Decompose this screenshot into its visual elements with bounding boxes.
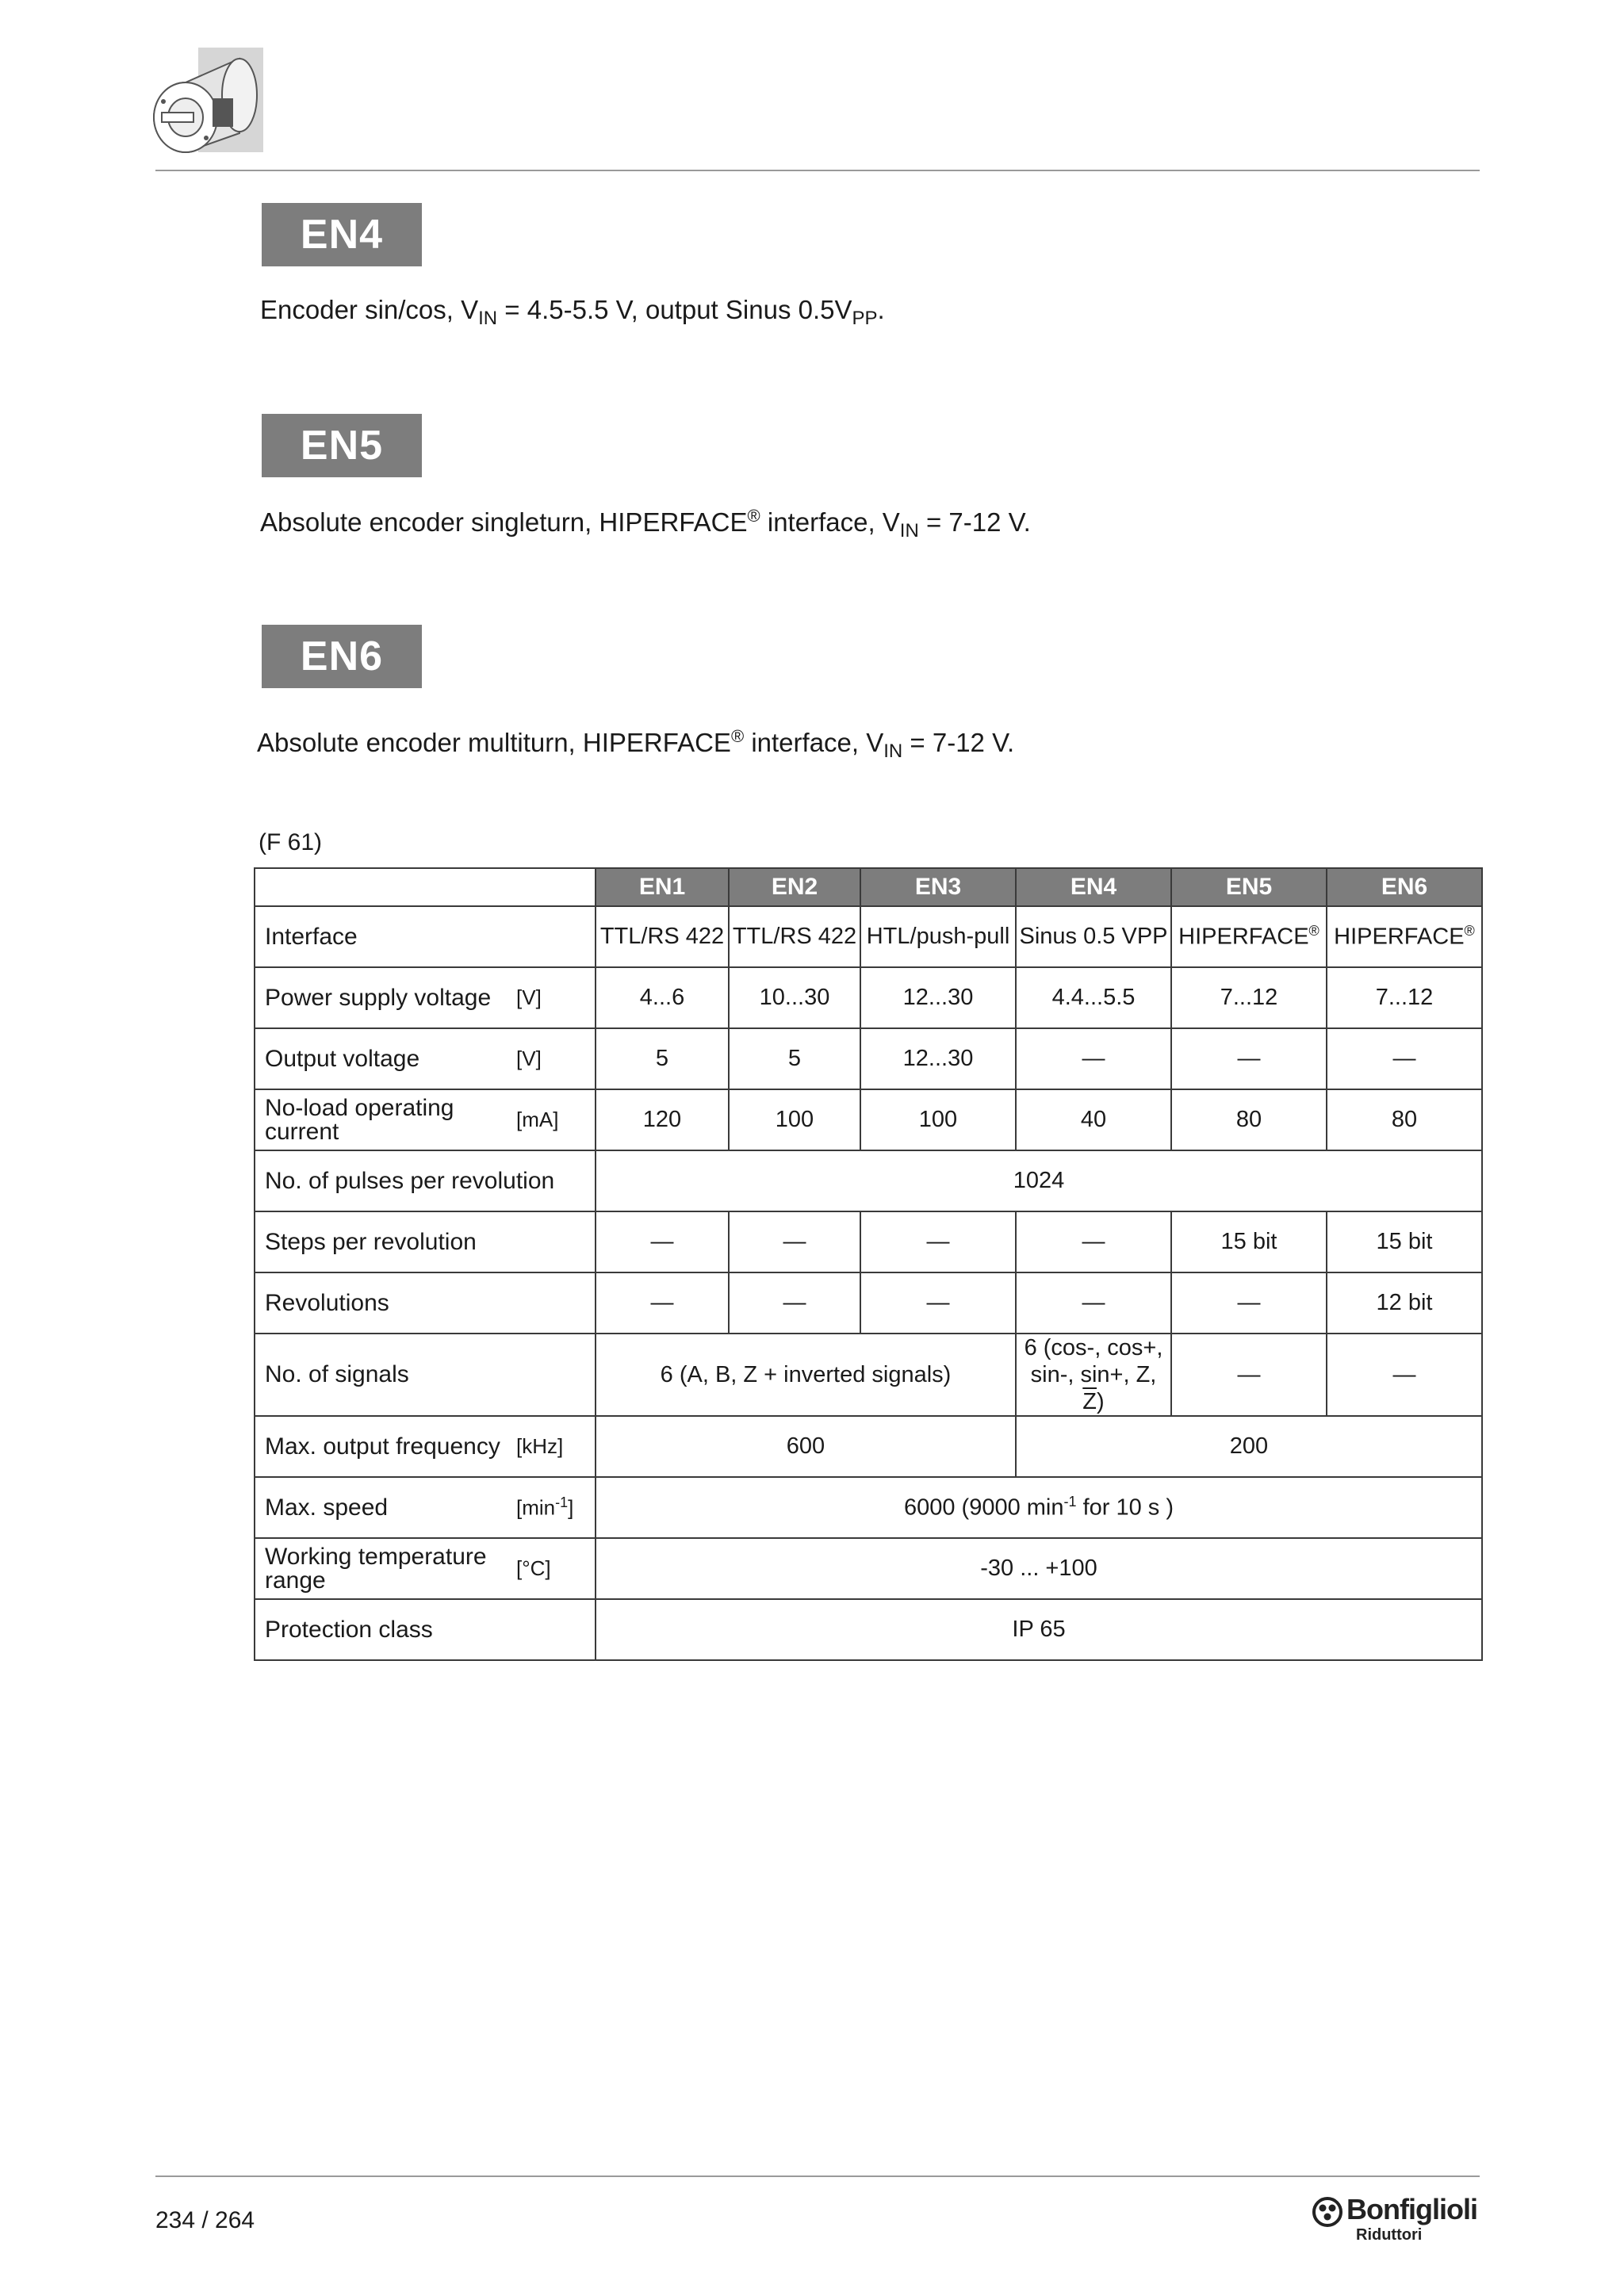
brand-subtitle: Riduttori	[1356, 2226, 1423, 2244]
section-description-en6: Absolute encoder multiturn, HIPERFACE® interface, $V_{IN} = 7-12$ V.	[257, 726, 1015, 762]
column-header-en5: EN5	[1171, 868, 1327, 906]
table-row-signals	[255, 1334, 1482, 1416]
row-label: Steps per revolution	[255, 1211, 596, 1272]
table-cell: 7...12	[1171, 967, 1327, 1028]
table-cell: —	[1327, 1334, 1482, 1416]
table-cell: HIPERFACE®	[1171, 906, 1327, 967]
row-label: Working temperature range	[255, 1538, 516, 1599]
table-cell: 10...30	[729, 967, 860, 1028]
figure-reference: (F 61)	[259, 829, 323, 855]
table-cell: 4.4...5.5	[1016, 967, 1171, 1028]
row-label: Protection class	[255, 1599, 596, 1660]
row-label: Revolutions	[255, 1272, 596, 1334]
table-cell: HIPERFACE®	[1327, 906, 1482, 967]
table-cell: 6000 (9000 $\min^{-1}$ for 10 s )	[596, 1477, 1482, 1538]
row-unit: [mA]	[516, 1089, 596, 1150]
table-cell: 15 bit	[1327, 1211, 1482, 1272]
table-cell: 6 (A, B, Z + inverted signals)	[596, 1334, 1016, 1416]
section-description-en5: Absolute encoder singleturn, HIPERFACE® interface, $V_{IN} = 7-12$ V.	[260, 506, 1031, 541]
motor-illustration	[151, 44, 266, 155]
row-label: Interface	[255, 906, 596, 967]
encoder-spec-table	[254, 867, 1483, 1661]
table-cell: —	[1016, 1211, 1171, 1272]
table-cell: —	[596, 1272, 729, 1334]
table-row-speed	[255, 1477, 1482, 1538]
table-row-steps	[255, 1211, 1482, 1272]
section-label-en4: EN4	[262, 203, 422, 266]
table-cell: 5	[596, 1028, 729, 1089]
section-description-en4: Encoder sin/cos, $V_{IN} = 4.5-5.5$ V, output Sinus $0.5V_{PP}$.	[260, 295, 885, 329]
row-label: No-load operating current	[255, 1089, 516, 1150]
row-unit: $[\min^{-1}]$	[516, 1477, 596, 1538]
table-cell: 5	[729, 1028, 860, 1089]
table-cell: 6 (cos-, cos+, sin-, sin+, Z, $\overline{Z}$)	[1016, 1334, 1171, 1416]
brand-name: Bonfiglioli	[1346, 2193, 1477, 2225]
table-cell: 600	[596, 1416, 1016, 1477]
table-cell: HTL/push-pull	[860, 906, 1016, 967]
table-cell: —	[1171, 1028, 1327, 1089]
table-cell: —	[1016, 1028, 1171, 1089]
table-row-output-voltage	[255, 1028, 1482, 1089]
row-label: Max. output frequency	[255, 1416, 516, 1477]
table-cell: 7...12	[1327, 967, 1482, 1028]
section-label-en5: EN5	[262, 414, 422, 477]
table-row-temperature	[255, 1538, 1482, 1599]
table-row-protection	[255, 1599, 1482, 1660]
row-unit: [kHz]	[516, 1416, 596, 1477]
table-cell: —	[596, 1211, 729, 1272]
table-cell: 80	[1327, 1089, 1482, 1150]
header-rule	[155, 170, 1480, 171]
table-row-revolutions	[255, 1272, 1482, 1334]
table-cell: 1024	[596, 1150, 1482, 1211]
table-cell: 120	[596, 1089, 729, 1150]
table-cell: —	[860, 1272, 1016, 1334]
table-cell: —	[1171, 1272, 1327, 1334]
table-cell: 80	[1171, 1089, 1327, 1150]
footer-rule	[155, 2175, 1480, 2177]
row-unit: [V]	[516, 967, 596, 1028]
page-number: 234 / 264	[155, 2207, 255, 2233]
column-header-en1: EN1	[596, 868, 729, 906]
row-label: No. of pulses per revolution	[255, 1150, 596, 1211]
table-cell: 4...6	[596, 967, 729, 1028]
table-cell: IP 65	[596, 1599, 1482, 1660]
table-cell: —	[729, 1272, 860, 1334]
table-cell: —	[1016, 1272, 1171, 1334]
table-cell: 15 bit	[1171, 1211, 1327, 1272]
table-cell: 12...30	[860, 967, 1016, 1028]
table-cell: 200	[1016, 1416, 1482, 1477]
table-row-pulses	[255, 1150, 1482, 1211]
table-cell: Sinus 0.5 VPP	[1016, 906, 1171, 967]
table-cell: 100	[860, 1089, 1016, 1150]
table-cell: —	[1327, 1028, 1482, 1089]
table-header-row	[255, 868, 1482, 906]
row-unit: [°C]	[516, 1538, 596, 1599]
table-cell: 12...30	[860, 1028, 1016, 1089]
table-cell: TTL/RS 422	[596, 906, 729, 967]
table-row-current	[255, 1089, 1482, 1150]
table-cell: TTL/RS 422	[729, 906, 860, 967]
column-header-en3: EN3	[860, 868, 1016, 906]
header-blank-cell	[255, 868, 596, 906]
table-cell: —	[1171, 1334, 1327, 1416]
table-row-power-supply	[255, 967, 1482, 1028]
table-cell: —	[729, 1211, 860, 1272]
brand-logo-block	[1312, 2193, 1483, 2248]
row-label: Max. speed	[255, 1477, 516, 1538]
table-row-interface	[255, 906, 1482, 967]
table-cell: 40	[1016, 1089, 1171, 1150]
section-label-en6: EN6	[262, 625, 422, 688]
column-header-en2: EN2	[729, 868, 860, 906]
table-cell: 100	[729, 1089, 860, 1150]
table-cell: 12 bit	[1327, 1272, 1482, 1334]
bonfiglioli-logo-icon	[1312, 2196, 1343, 2228]
row-unit: [V]	[516, 1028, 596, 1089]
row-label: Power supply voltage	[255, 967, 516, 1028]
row-label: No. of signals	[255, 1334, 596, 1416]
column-header-en6: EN6	[1327, 868, 1482, 906]
table-cell: -30 ... +100	[596, 1538, 1482, 1599]
column-header-en4: EN4	[1016, 868, 1171, 906]
table-cell: —	[860, 1211, 1016, 1272]
row-label: Output voltage	[255, 1028, 516, 1089]
table-row-frequency	[255, 1416, 1482, 1477]
